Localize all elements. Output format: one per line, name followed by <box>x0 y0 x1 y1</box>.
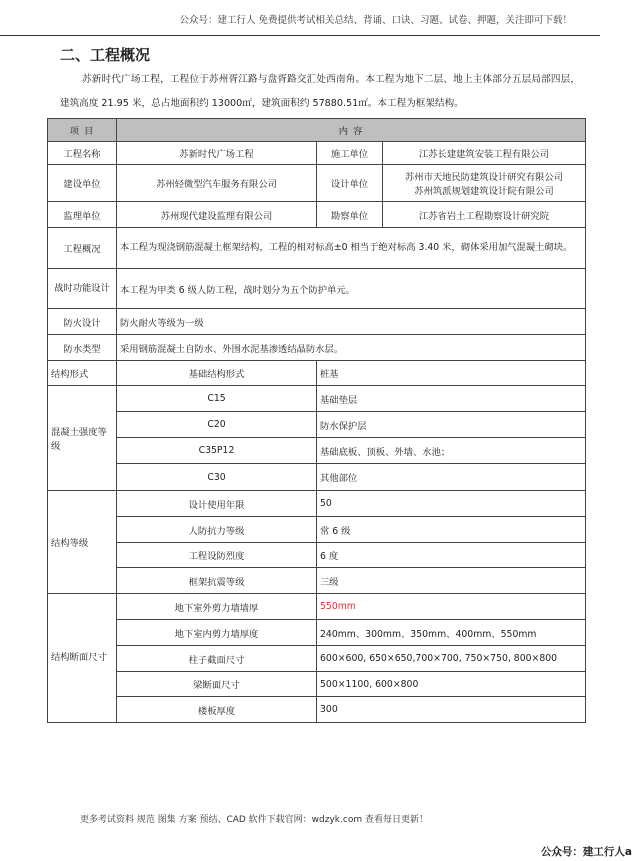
designer-1: 苏州市天地民防建筑设计研究有限公司 <box>404 172 564 183</box>
grade-name: 设计使用年限 <box>117 491 317 517</box>
concrete-grade: C30 <box>117 464 317 491</box>
concrete-grade: C15 <box>117 386 317 412</box>
row-value: 防火耐火等级为一级 <box>117 309 586 335</box>
row-value: 采用钢筋混凝土自防水、外围水泥基渗透结晶防水层。 <box>117 335 586 361</box>
table-row <box>48 309 586 335</box>
row-sub-label: 基础结构形式 <box>117 361 317 386</box>
size-value: 550mm <box>317 594 586 620</box>
size-value: 500×1100, 600×800 <box>317 672 586 697</box>
page-header: 公众号：建工行人 免费提供考试相关总结、背诵、口诀、习题、试卷、押题，关注即可下载！ <box>0 6 600 36</box>
concrete-use: 基础垫层 <box>317 386 586 412</box>
concrete-use: 其他部位 <box>317 464 586 491</box>
table-row <box>48 165 586 202</box>
row-value: 江苏省岩土工程勘察设计研究院 <box>383 202 586 228</box>
size-value: 240mm、300mm、350mm、400mm、550mm <box>317 620 586 646</box>
row-label: 设计单位 <box>317 165 383 202</box>
concrete-grade: C35P12 <box>117 438 317 464</box>
table-row <box>48 517 586 543</box>
table-row <box>48 491 586 517</box>
table-row <box>48 697 586 723</box>
project-overview-table <box>47 118 586 723</box>
size-value: 300 <box>317 697 586 723</box>
row-label: 防火设计 <box>48 309 117 335</box>
table-row <box>48 142 586 165</box>
size-name: 地下室内剪力墙厚度 <box>117 620 317 646</box>
grade-value: 三级 <box>317 568 586 594</box>
table-row <box>48 543 586 568</box>
row-value: 苏州轻微型汽车服务有限公司 <box>117 165 317 202</box>
table-row <box>48 620 586 646</box>
size-name: 柱子截面尺寸 <box>117 646 317 672</box>
table-row <box>48 228 586 269</box>
grade-value: 50 <box>317 491 586 517</box>
size-name: 梁断面尺寸 <box>117 672 317 697</box>
grade-value: 常 6 级 <box>317 517 586 543</box>
row-label: 工程概况 <box>48 228 117 269</box>
row-value: 苏州现代建设监理有限公司 <box>117 202 317 228</box>
concrete-use: 防水保护层 <box>317 412 586 438</box>
table-header-row <box>48 119 586 142</box>
row-label: 战时功能设计 <box>48 269 117 309</box>
table-row <box>48 335 586 361</box>
size-value: 600×600, 650×650,700×700, 750×750, 800×800 <box>317 646 586 672</box>
row-label: 建设单位 <box>48 165 117 202</box>
table-row <box>48 646 586 672</box>
brand-watermark: 公众号：建工行人a <box>540 846 632 858</box>
table-row <box>48 568 586 594</box>
row-label: 勘察单位 <box>317 202 383 228</box>
row-value: 江苏长建建筑安装工程有限公司 <box>383 142 586 165</box>
grade-name: 框架抗震等级 <box>117 568 317 594</box>
row-label: 混凝土强度等级 <box>48 386 117 491</box>
concrete-use: 基础底板、顶板、外墙、水池； <box>317 438 586 464</box>
row-label: 工程名称 <box>48 142 117 165</box>
table-row <box>48 361 586 386</box>
table-row <box>48 464 586 491</box>
row-label: 结构等级 <box>48 491 117 594</box>
header-item: 项 目 <box>48 119 117 142</box>
table-row <box>48 672 586 697</box>
size-name: 地下室外剪力墙墙厚 <box>117 594 317 620</box>
row-label: 防水类型 <box>48 335 117 361</box>
section-title: 二、工程概况 <box>60 46 151 64</box>
row-value: 本工程为现浇钢筋混凝土框架结构，工程的相对标高±0 相当于绝对标高 3.40 米，砌体采用加气混凝土砌块。 <box>117 228 586 269</box>
row-label: 结构断面尺寸 <box>48 594 117 723</box>
row-value: 本工程为甲类 6 级人防工程，战时划分为五个防护单元。 <box>117 269 586 309</box>
grade-name: 工程设防烈度 <box>117 543 317 568</box>
table-row <box>48 202 586 228</box>
row-value <box>383 165 586 202</box>
designer-2: 苏州筑派规划建筑设计院有限公司 <box>414 186 554 197</box>
intro-paragraph: 苏新时代广场工程，工程位于苏州胥江路与盘胥路交汇处西南角。本工程为地下二层、地上主体部分五层局部四层，建筑高度 21.95 米，总占地面积约 13000㎡，建筑面积约 57880.51㎡。本工程为框架结构。 <box>60 74 580 109</box>
row-value: 苏新时代广场工程 <box>117 142 317 165</box>
grade-value: 6 度 <box>317 543 586 568</box>
table-row <box>48 269 586 309</box>
row-label: 监理单位 <box>48 202 117 228</box>
row-label: 施工单位 <box>317 142 383 165</box>
table-row <box>48 412 586 438</box>
grade-name: 人防抗力等级 <box>117 517 317 543</box>
row-label: 结构形式 <box>48 361 117 386</box>
page-footer: 更多考试资料 规范 图集 方案 预结、CAD 软件下载官网：wdzyk.com 查看每日更新！ <box>80 815 428 825</box>
concrete-grade: C20 <box>117 412 317 438</box>
header-content: 内 容 <box>117 119 586 142</box>
table-row <box>48 386 586 412</box>
row-value: 桩基 <box>317 361 586 386</box>
table-row <box>48 438 586 464</box>
table-row <box>48 594 586 620</box>
size-name: 楼板厚度 <box>117 697 317 723</box>
